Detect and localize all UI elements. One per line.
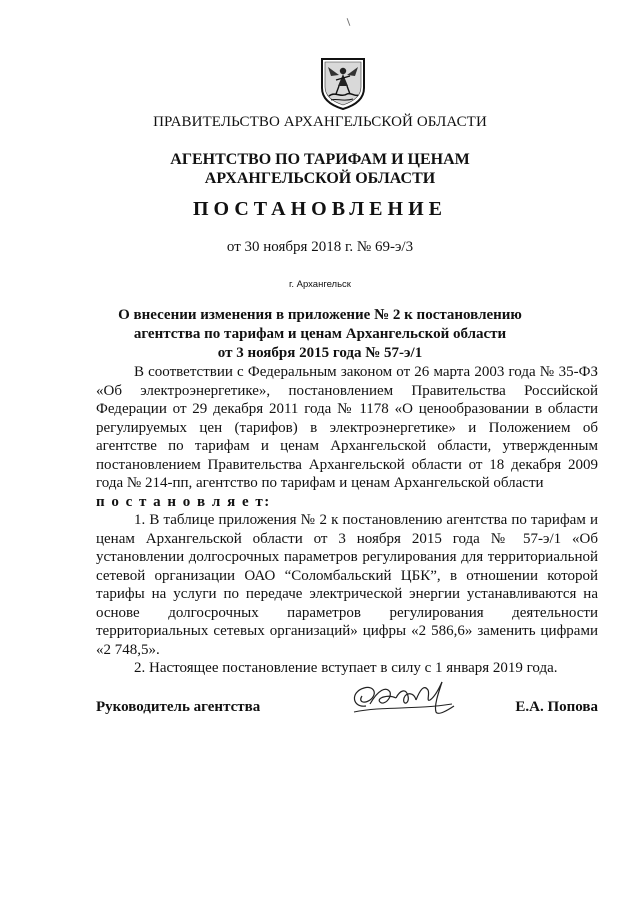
handwritten-signature [344, 676, 462, 722]
subject-line3: от 3 ноября 2015 года № 57-э/1 [217, 345, 423, 361]
government-title: ПРАВИТЕЛЬСТВО АРХАНГЕЛЬСКОЙ ОБЛАСТИ [153, 114, 487, 130]
agency-title-line1: АГЕНТСТВО ПО ТАРИФАМ И ЦЕНАМ [170, 151, 470, 168]
coat-of-arms-emblem [319, 56, 367, 110]
body-item-2: 2. Настоящее постановление вступает в силу с 1 января 2019 года. [134, 660, 558, 676]
agency-title-line2: АРХАНГЕЛЬСКОЙ ОБЛАСТИ [204, 170, 436, 187]
decree-word: п о с т а н о в л я е т: [96, 493, 271, 510]
signatory-position: Руководитель агентства [96, 699, 261, 715]
document-body [96, 363, 598, 678]
body-item-1: 1. В таблице приложения № 2 к постановлению агентства по тарифам и ценам Архангельской области от 3 ноября 2015 года № 57-э/1 «Об установлении долгосрочных параметров регулирования для территориальной сетевой организации ОАО “Соломбальский ЦБК”, в отношении которой тарифы на услуги по передаче электрической энергии устанавливаются на основе долгосрочных параметров регулирования деятельности территориальных сетевых организаций» цифры «2 586,6» заменить цифрами «2 748,5». [96, 512, 598, 658]
subject-line2: агентства по тарифам и ценам Архангельской области [133, 326, 507, 342]
decree-word-line [96, 493, 598, 512]
document-type: ПОСТАНОВЛЕНИЕ [193, 198, 447, 220]
body-preamble: В соответствии с Федеральным законом от 26 марта 2003 года № 35-ФЗ «Об электроэнергетике», постановлением Правительства Российской Федерации от 29 декабря 2011 года № 1178 «О ценообразовании в области регулируемых цен (тарифов) в электроэнергетике» и Положением об агентстве по тарифам и ценам Архангельской области, утвержденным постановлением Правительства Архангельской области от 18 декабря 2009 года № 214-пп, агентство по тарифам и ценам Архангельской области [96, 364, 598, 491]
document-city: г. Архангельск [289, 279, 351, 290]
scan-mark [347, 18, 351, 26]
subject-line1: О внесении изменения в приложение № 2 к постановлению [118, 307, 522, 323]
document-date-number: от 30 ноября 2018 г. № 69-э/3 [226, 239, 414, 255]
document-subject [0, 306, 640, 363]
agency-title [0, 150, 640, 188]
signatory-name: Е.А. Попова [515, 699, 598, 715]
